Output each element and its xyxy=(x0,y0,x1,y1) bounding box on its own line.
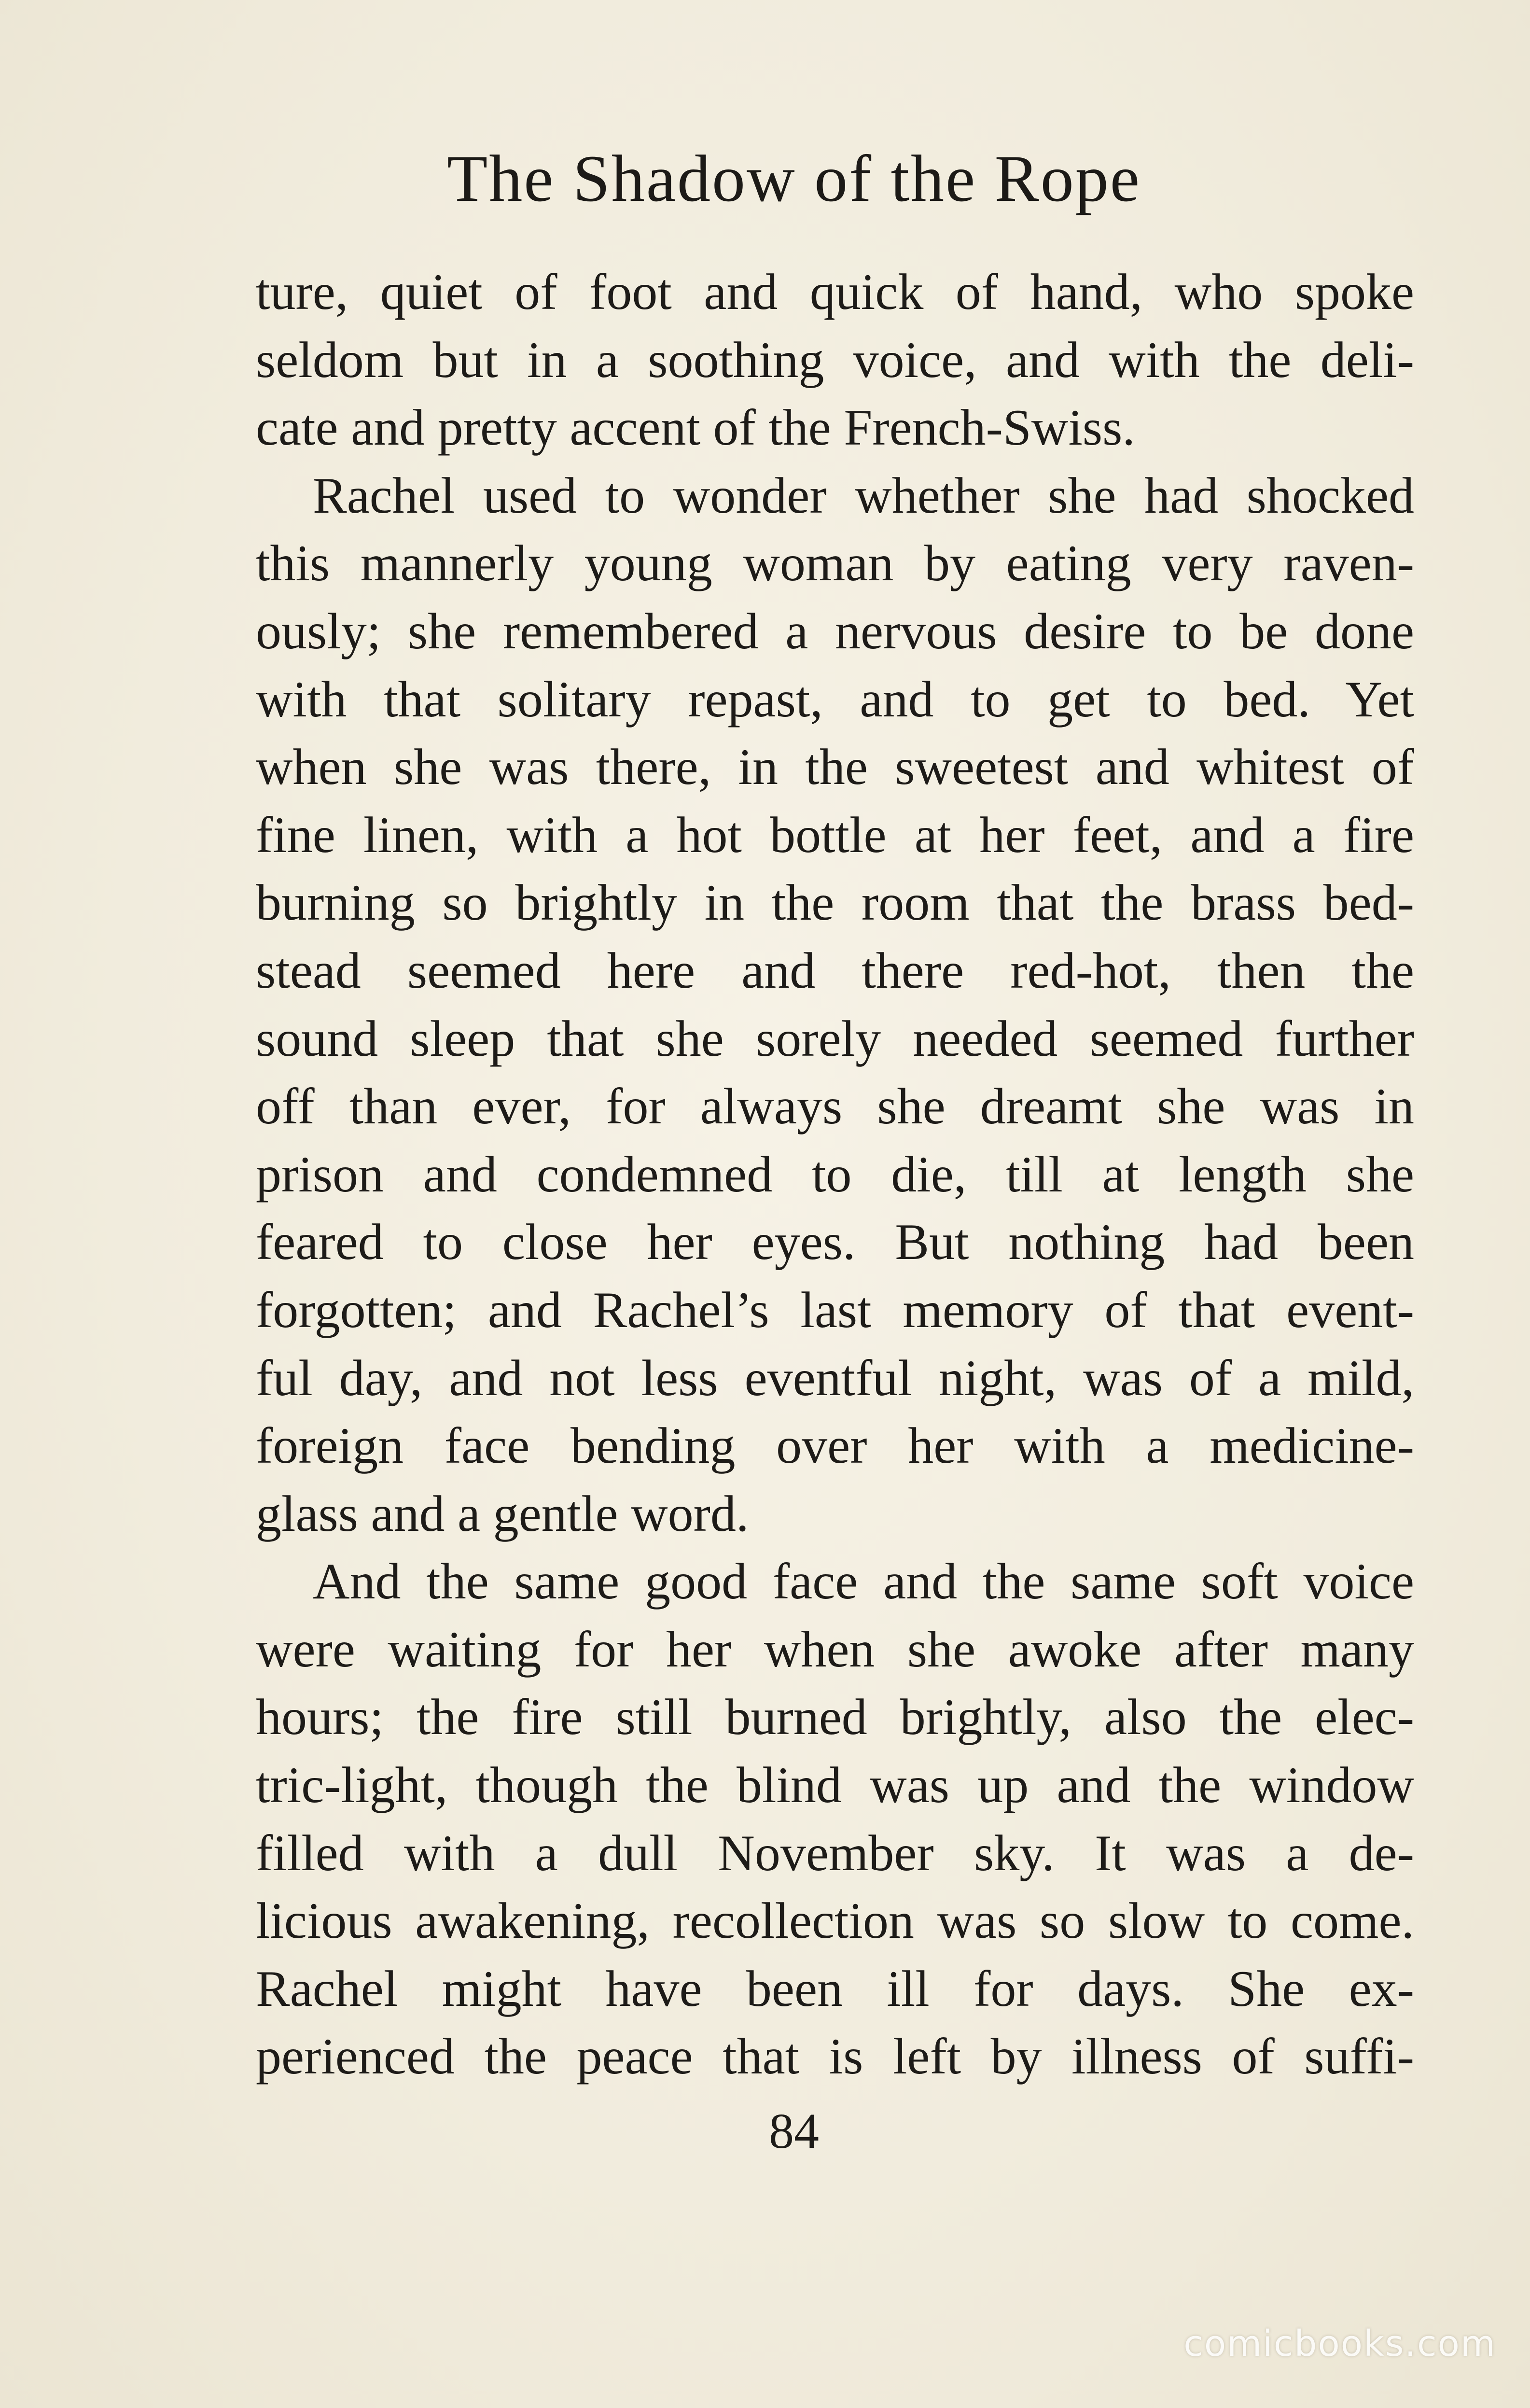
text-line: Rachel used to wonder whether she had shocked xyxy=(313,467,1414,524)
watermark: comicbooks.com xyxy=(1183,2323,1496,2365)
text-line: sound sleep that she sorely needed seemed further xyxy=(256,1010,1414,1067)
text-line: licious awakening, recollection was so slow to come. xyxy=(256,1892,1414,1949)
text-line: ful day, and not less eventful night, was of a mild, xyxy=(256,1349,1414,1406)
text-line: perienced the peace that is left by illness of suffi- xyxy=(256,2028,1414,2085)
body-text xyxy=(256,258,1414,2091)
text-line: with that solitary repast, and to get to bed. Yet xyxy=(256,671,1414,728)
text-line: Rachel might have been ill for days. She ex- xyxy=(256,1960,1414,2017)
text-line: fine linen, with a hot bottle at her feet, and a fire xyxy=(256,806,1414,863)
text-line: prison and condemned to die, till at length she xyxy=(256,1146,1414,1203)
text-line: burning so brightly in the room that the brass bed- xyxy=(256,874,1414,931)
text-line: cate and pretty accent of the French-Swiss. xyxy=(256,399,1135,456)
text-line: stead seemed here and there red-hot, then the xyxy=(256,942,1414,999)
text-line: forgotten; and Rachel’s last memory of that event- xyxy=(256,1281,1414,1338)
text-line: feared to close her eyes. But nothing had been xyxy=(256,1214,1414,1271)
text-line: hours; the fire still burned brightly, also the elec- xyxy=(256,1689,1414,1746)
text-line: tric-light, though the blind was up and the window xyxy=(256,1757,1414,1814)
text-line: And the same good face and the same soft voice xyxy=(313,1553,1414,1610)
running-head: The Shadow of the Rope xyxy=(446,141,1141,215)
paragraph-2 xyxy=(256,462,1414,1548)
text-line: filled with a dull November sky. It was a de- xyxy=(256,1824,1414,1881)
text-line: when she was there, in the sweetest and whitest of xyxy=(256,739,1414,796)
text-line: seldom but in a soothing voice, and with the deli- xyxy=(256,331,1414,388)
text-line: this mannerly young woman by eating very raven- xyxy=(256,535,1414,592)
text-line: foreign face bending over her with a medicine- xyxy=(256,1417,1414,1474)
text-line: were waiting for her when she awoke after many xyxy=(256,1621,1414,1678)
paragraph-1 xyxy=(256,258,1414,462)
text-line: glass and a gentle word. xyxy=(256,1485,749,1542)
page-number: 84 xyxy=(769,2103,819,2159)
text-line: ously; she remembered a nervous desire to be done xyxy=(256,602,1414,659)
text-line: ture, quiet of foot and quick of hand, who spoke xyxy=(256,264,1414,320)
paragraph-3 xyxy=(256,1548,1414,2091)
text-line: off than ever, for always she dreamt she was in xyxy=(256,1078,1414,1135)
